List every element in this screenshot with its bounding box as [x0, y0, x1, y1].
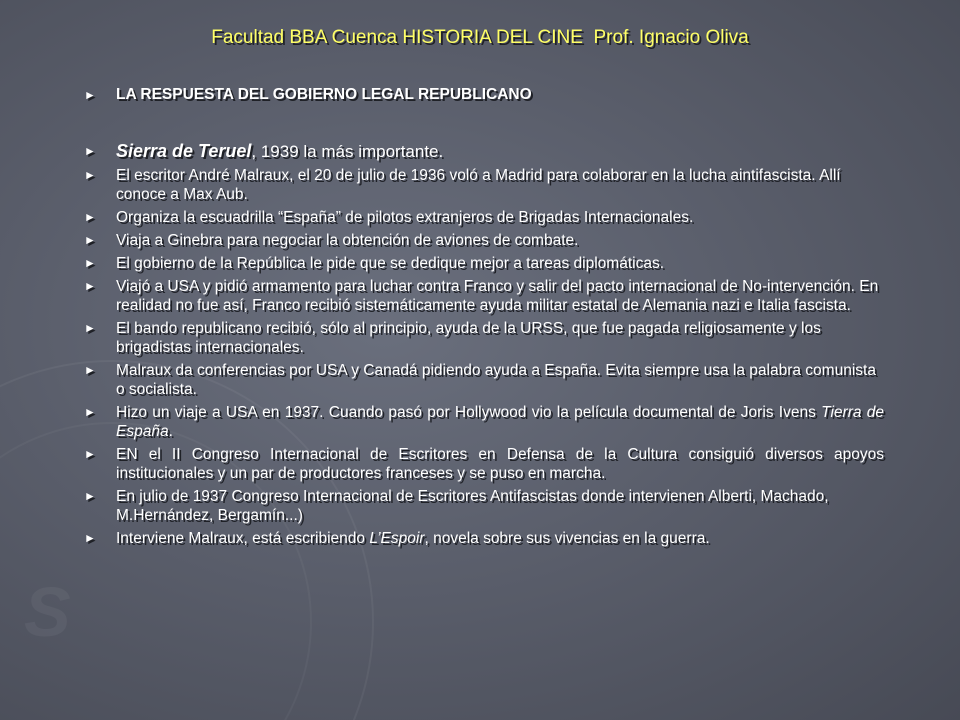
bullet-arrow-icon: ►	[84, 321, 96, 335]
bullet-arrow-icon: ►	[84, 405, 96, 419]
bullet-arrow-icon: ►	[84, 256, 96, 270]
bullet-arrow-icon: ►	[84, 88, 96, 102]
bullet-arrow-icon: ►	[84, 168, 96, 182]
list-item-sierra-de-teruel	[84, 142, 884, 161]
list-item-text: En julio de 1937 Congreso Internacional de Escritores Antifascistas donde intervienen Alberti, Machado, M.Hernández, Bergamín...)	[116, 488, 829, 524]
list-item-espoir	[84, 529, 884, 548]
slide-title: Facultad BBA Cuenca HISTORIA DEL CINE Prof. Ignacio Oliva	[211, 27, 749, 48]
bullet-arrow-icon: ►	[84, 210, 96, 224]
section-heading	[84, 86, 920, 105]
list-item-text	[116, 403, 884, 441]
bullet-arrow-icon: ►	[84, 489, 96, 503]
list-item	[84, 319, 884, 357]
list-item-text: Viajó a USA y pidió armamento para luchar contra Franco y salir del pacto internacional de No-intervención. En realidad no fue así, Franco recibió sistemáticamente ayuda militar estatal de Alemania nazi e Italia fascista.	[116, 278, 879, 314]
list-item-text	[116, 142, 884, 161]
bullet-arrow-icon: ►	[84, 279, 96, 293]
film-title-rest: , 1939 la más importante.	[251, 142, 444, 161]
bullet-arrow-icon: ►	[84, 531, 96, 545]
text-segment: Interviene Malraux, está escribiendo	[116, 530, 370, 547]
list-item-julio-1937	[84, 487, 884, 525]
section-heading-text: LA RESPUESTA DEL GOBIERNO LEGAL REPUBLICANO	[116, 86, 532, 103]
list-item-text: EN el II Congreso Internacional de Escritores en Defensa de la Cultura consiguió diversos apoyos institucionales y un par de productores franceses y se puso en marcha.	[116, 446, 884, 482]
list-item-text: El gobierno de la República le pide que se dedique mejor a tareas diplomáticas.	[116, 255, 665, 272]
list-item-text: El escritor André Malraux, el 20 de julio de 1936 voló a Madrid para colaborar en la lucha aintifascista. Allí conoce a Max Aub.	[116, 167, 841, 203]
bullet-arrow-icon: ►	[84, 363, 96, 377]
text-segment: , novela sobre sus vivencias en la guerra.	[424, 530, 710, 547]
list-item-text: Viaja a Ginebra para negociar la obtención de aviones de combate.	[116, 232, 579, 249]
bullet-arrow-icon: ►	[84, 233, 96, 247]
list-item-text: Malraux da conferencias por USA y Canadá pidiendo ayuda a España. Evita siempre usa la palabra comunista o socialista.	[116, 362, 876, 398]
film-title-italic: Tierra de España	[116, 404, 885, 440]
list-item-hollywood	[84, 403, 884, 441]
list-item	[84, 277, 884, 315]
list-item	[84, 254, 884, 273]
bullet-list	[84, 142, 884, 552]
bullet-arrow-icon: ►	[84, 447, 96, 461]
list-item-text	[116, 529, 884, 548]
list-item	[84, 208, 884, 227]
list-item-text: El bando republicano recibió, sólo al principio, ayuda de la URSS, que fue pagada religiosamente y los brigadistas internacionales.	[116, 320, 821, 356]
bullet-arrow-icon: ►	[84, 144, 96, 158]
film-title: Sierra de Teruel	[116, 141, 252, 161]
list-item	[84, 361, 884, 399]
compass-letter-decoration: S	[24, 573, 71, 651]
text-segment: Hizo un viaje a USA en 1937. Cuando pasó por Hollywood vio la película documental de Joris Ivens	[116, 404, 822, 421]
novel-title-italic: L’Espoir	[369, 530, 425, 547]
list-item-congreso	[84, 445, 884, 483]
list-item-text: Organiza la escuadrilla “España” de pilotos extranjeros de Brigadas Internacionales.	[116, 209, 694, 226]
text-segment: .	[168, 423, 173, 440]
list-item	[84, 231, 884, 250]
list-item	[84, 166, 884, 204]
